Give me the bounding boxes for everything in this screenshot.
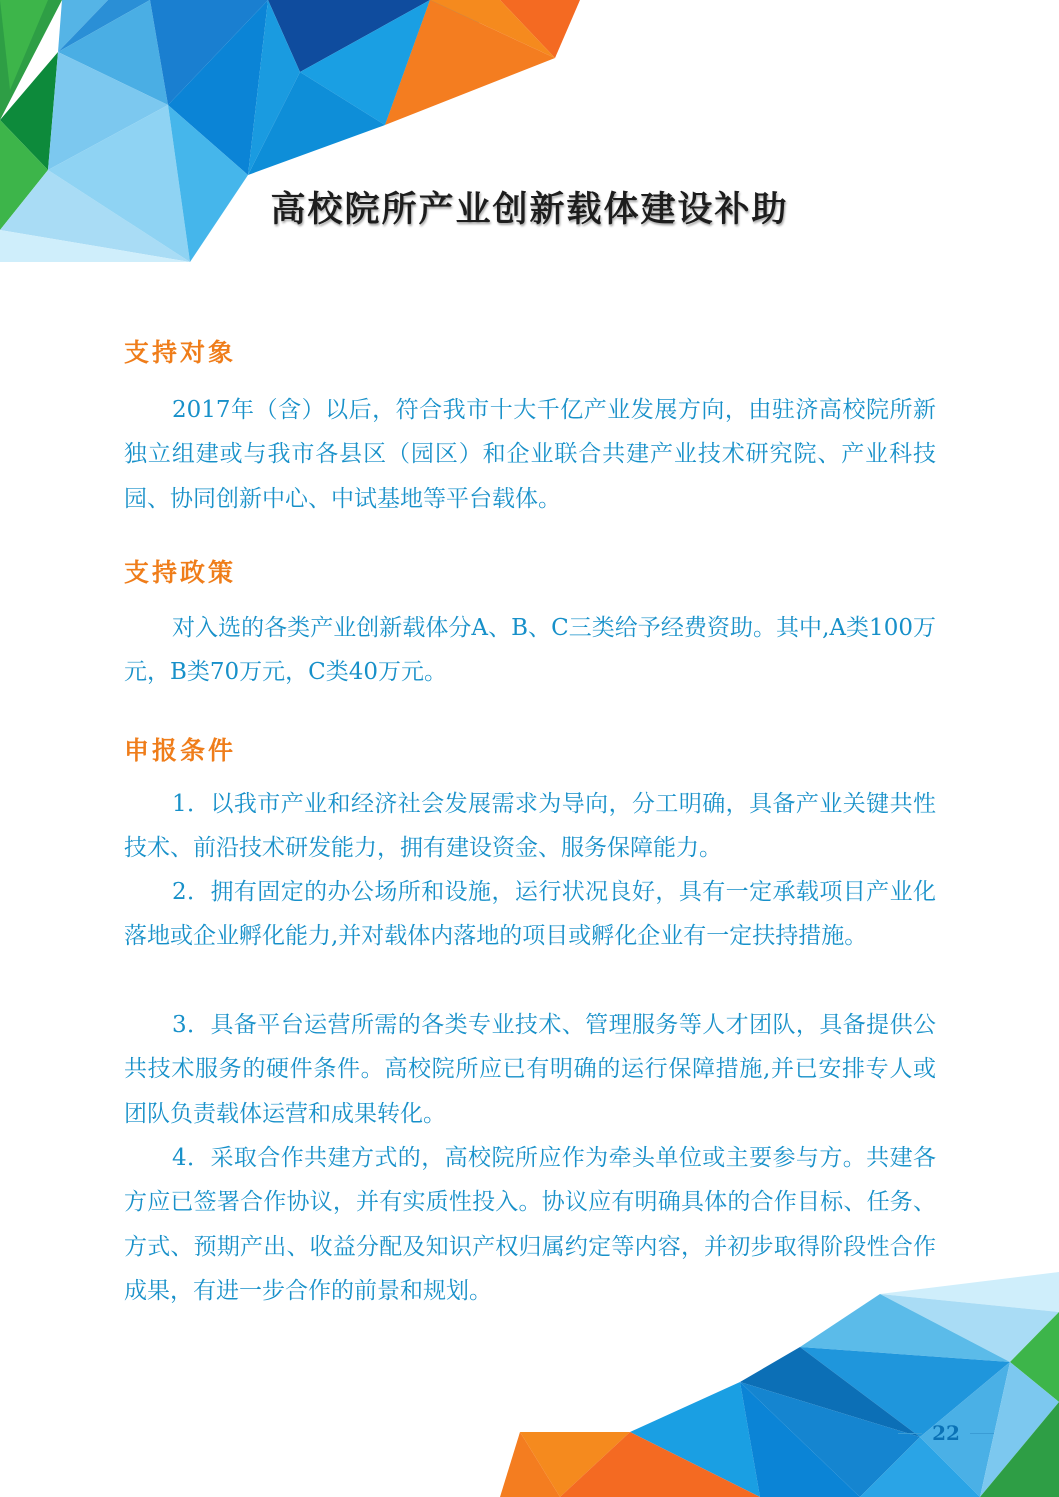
page-title: 高校院所产业创新载体建设补助	[270, 190, 789, 230]
paragraph-support-target: 2017年（含）以后，符合我市十大千亿产业发展方向，由驻济高校院所新独立组建或与我市各县区（园区）和企业联合共建产业技术研究院、产业科技园、协同创新中心、中试基地等平台载体。	[124, 397, 936, 512]
condition-item-4: 4．采取合作共建方式的，高校院所应作为牵头单位或主要参与方。共建各方应已签署合作协议，并有实质性投入。协议应有明确具体的合作目标、任务、方式、预期产出、收益分配及知识产权归属约定等内容，并初步取得阶段性合作成果，有进一步合作的前景和规划。	[124, 1145, 936, 1304]
section-heading-application-conditions: 申报条件	[124, 736, 237, 765]
section-heading-support-target: 支持对象	[124, 338, 237, 367]
paragraph-support-policy: 对入选的各类产业创新载体分A、B、C三类给予经费资助。其中,A类100万元，B类70万元，C类40万元。	[124, 615, 936, 686]
condition-item-1: 1．以我市产业和经济社会发展需求为导向，分工明确，具备产业关键共性技术、前沿技术研发能力，拥有建设资金、服务保障能力。	[124, 791, 936, 862]
page-number-right-rule	[970, 1433, 994, 1434]
page-number-value: 22	[932, 1421, 960, 1445]
condition-item-2: 2．拥有固定的办公场所和设施，运行状况良好，具有一定承载项目产业化落地或企业孵化能力,并对载体内落地的项目或孵化企业有一定扶持措施。	[124, 879, 936, 950]
condition-item-3: 3．具备平台运营所需的各类专业技术、管理服务等人才团队，具备提供公共技术服务的硬件条件。高校院所应已有明确的运行保障措施,并已安排专人或团队负责载体运营和成果转化。	[124, 1012, 936, 1127]
section-heading-support-policy: 支持政策	[124, 558, 237, 587]
page-number	[896, 1418, 996, 1448]
page-number-left-rule	[898, 1433, 922, 1434]
